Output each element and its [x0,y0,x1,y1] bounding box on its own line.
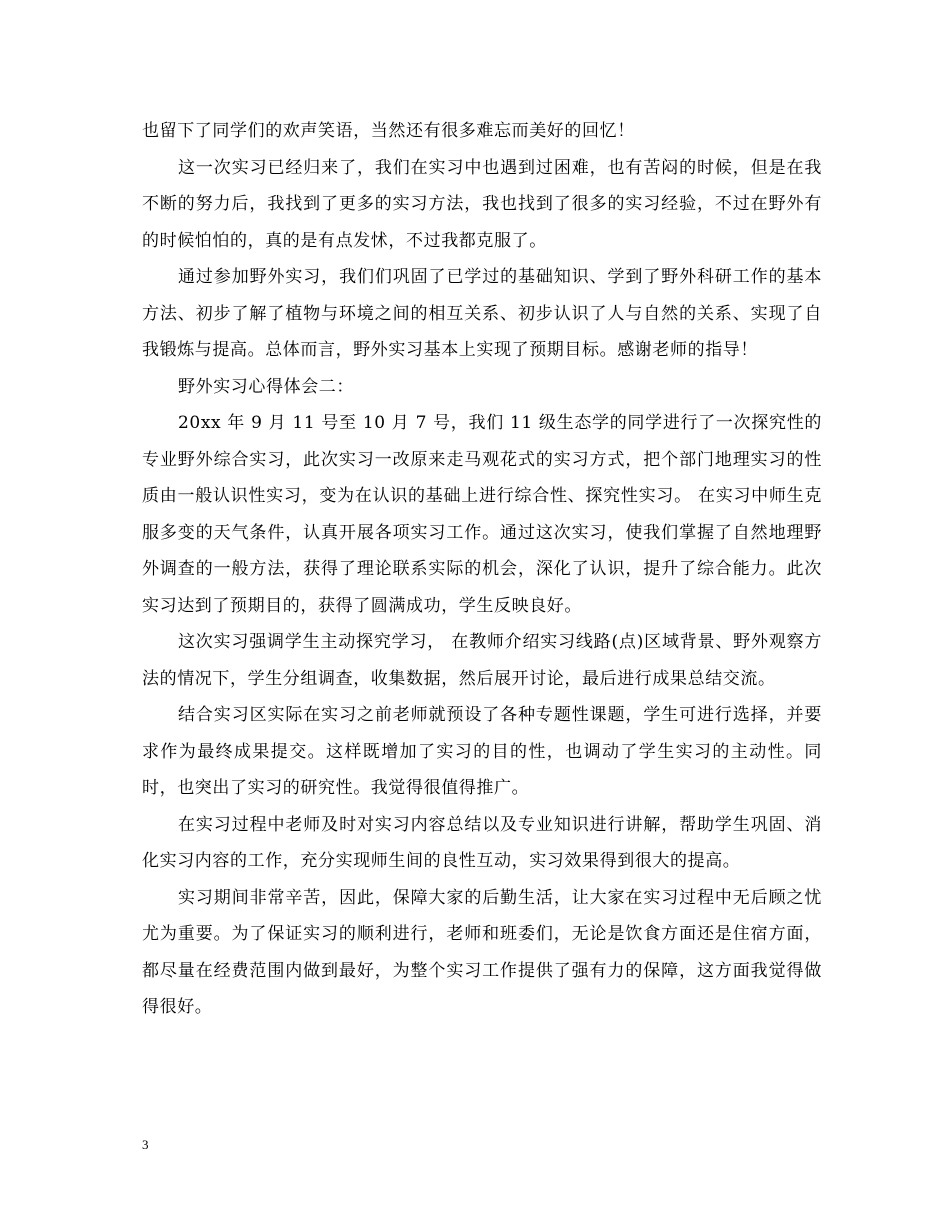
paragraph-5: 20xx 年 9 月 11 号至 10 月 7 号，我们 11 级生态学的同学进行了一次探究性的专业野外综合实习，此次实习一改原来走马观花式的实习方式，把个部门地理实习的性质由一般认识性实习，变为在认识的基础上进行综合性、探究性实习。 在实习中师生克服多变的天气条件，认真开展各项实习工作。通过这次实习，使我们掌握了自然地理野外调查的一般方法，获得了理论联系实际的机会，深化了认识，提升了综合能力。此次实习达到了预期目的，获得了圆满成功，学生反映良好。 [142,413,822,616]
paragraph-3: 通过参加野外实习，我们们巩固了已学过的基础知识、学到了野外科研工作的基本方法、初步了解了植物与环境之间的相互关系、初步认识了人与自然的关系、实现了自我锻炼与提高。总体而言，野外实习基本上实现了预期目标。感谢老师的指导！ [142,267,822,360]
paragraph-1: 也留下了同学们的欢声笑语，当然还有很多难忘而美好的回忆！ [142,121,635,141]
paragraph-7: 结合实习区实际在实习之前老师就预设了各种专题性课题，学生可进行选择，并要求作为最终成果提交。这样既增加了实习的目的性，也调动了学生实习的主动性。同时，也突出了实习的研究性。我觉得很值得推广。 [142,705,822,798]
paragraph-6: 这次实习强调学生主动探究学习， 在教师介绍实习线路(点)区域背景、野外观察方法的情况下，学生分组调查，收集数据，然后展开讨论，最后进行成果总结交流。 [142,632,822,689]
paragraph-8: 在实习过程中老师及时对实习内容总结以及专业知识进行讲解，帮助学生巩固、消化实习内容的工作，充分实现师生间的良性互动，实习效果得到很大的提高。 [142,814,822,871]
page-number: 3 [142,1137,149,1152]
section-heading: 野外实习心得体会二： [178,376,354,397]
paragraph-9: 实习期间非常辛苦，因此，保障大家的后勤生活，让大家在实习过程中无后顾之忧尤为重要。为了保证实习的顺利进行，老师和班委们，无论是饮食方面还是住宿方面，都尽量在经费范围内做到最好，为整个实习工作提供了强有力的保障，这方面我觉得做得很好。 [142,887,822,1017]
paragraph-2: 这一次实习已经归来了，我们在实习中也遇到过困难，也有苦闷的时候，但是在我不断的努力后，我找到了更多的实习方法，我也找到了很多的实习经验，不过在野外有的时候怕怕的，真的是有点发怵，不过我都克服了。 [142,157,822,251]
document-body [142,113,822,1026]
